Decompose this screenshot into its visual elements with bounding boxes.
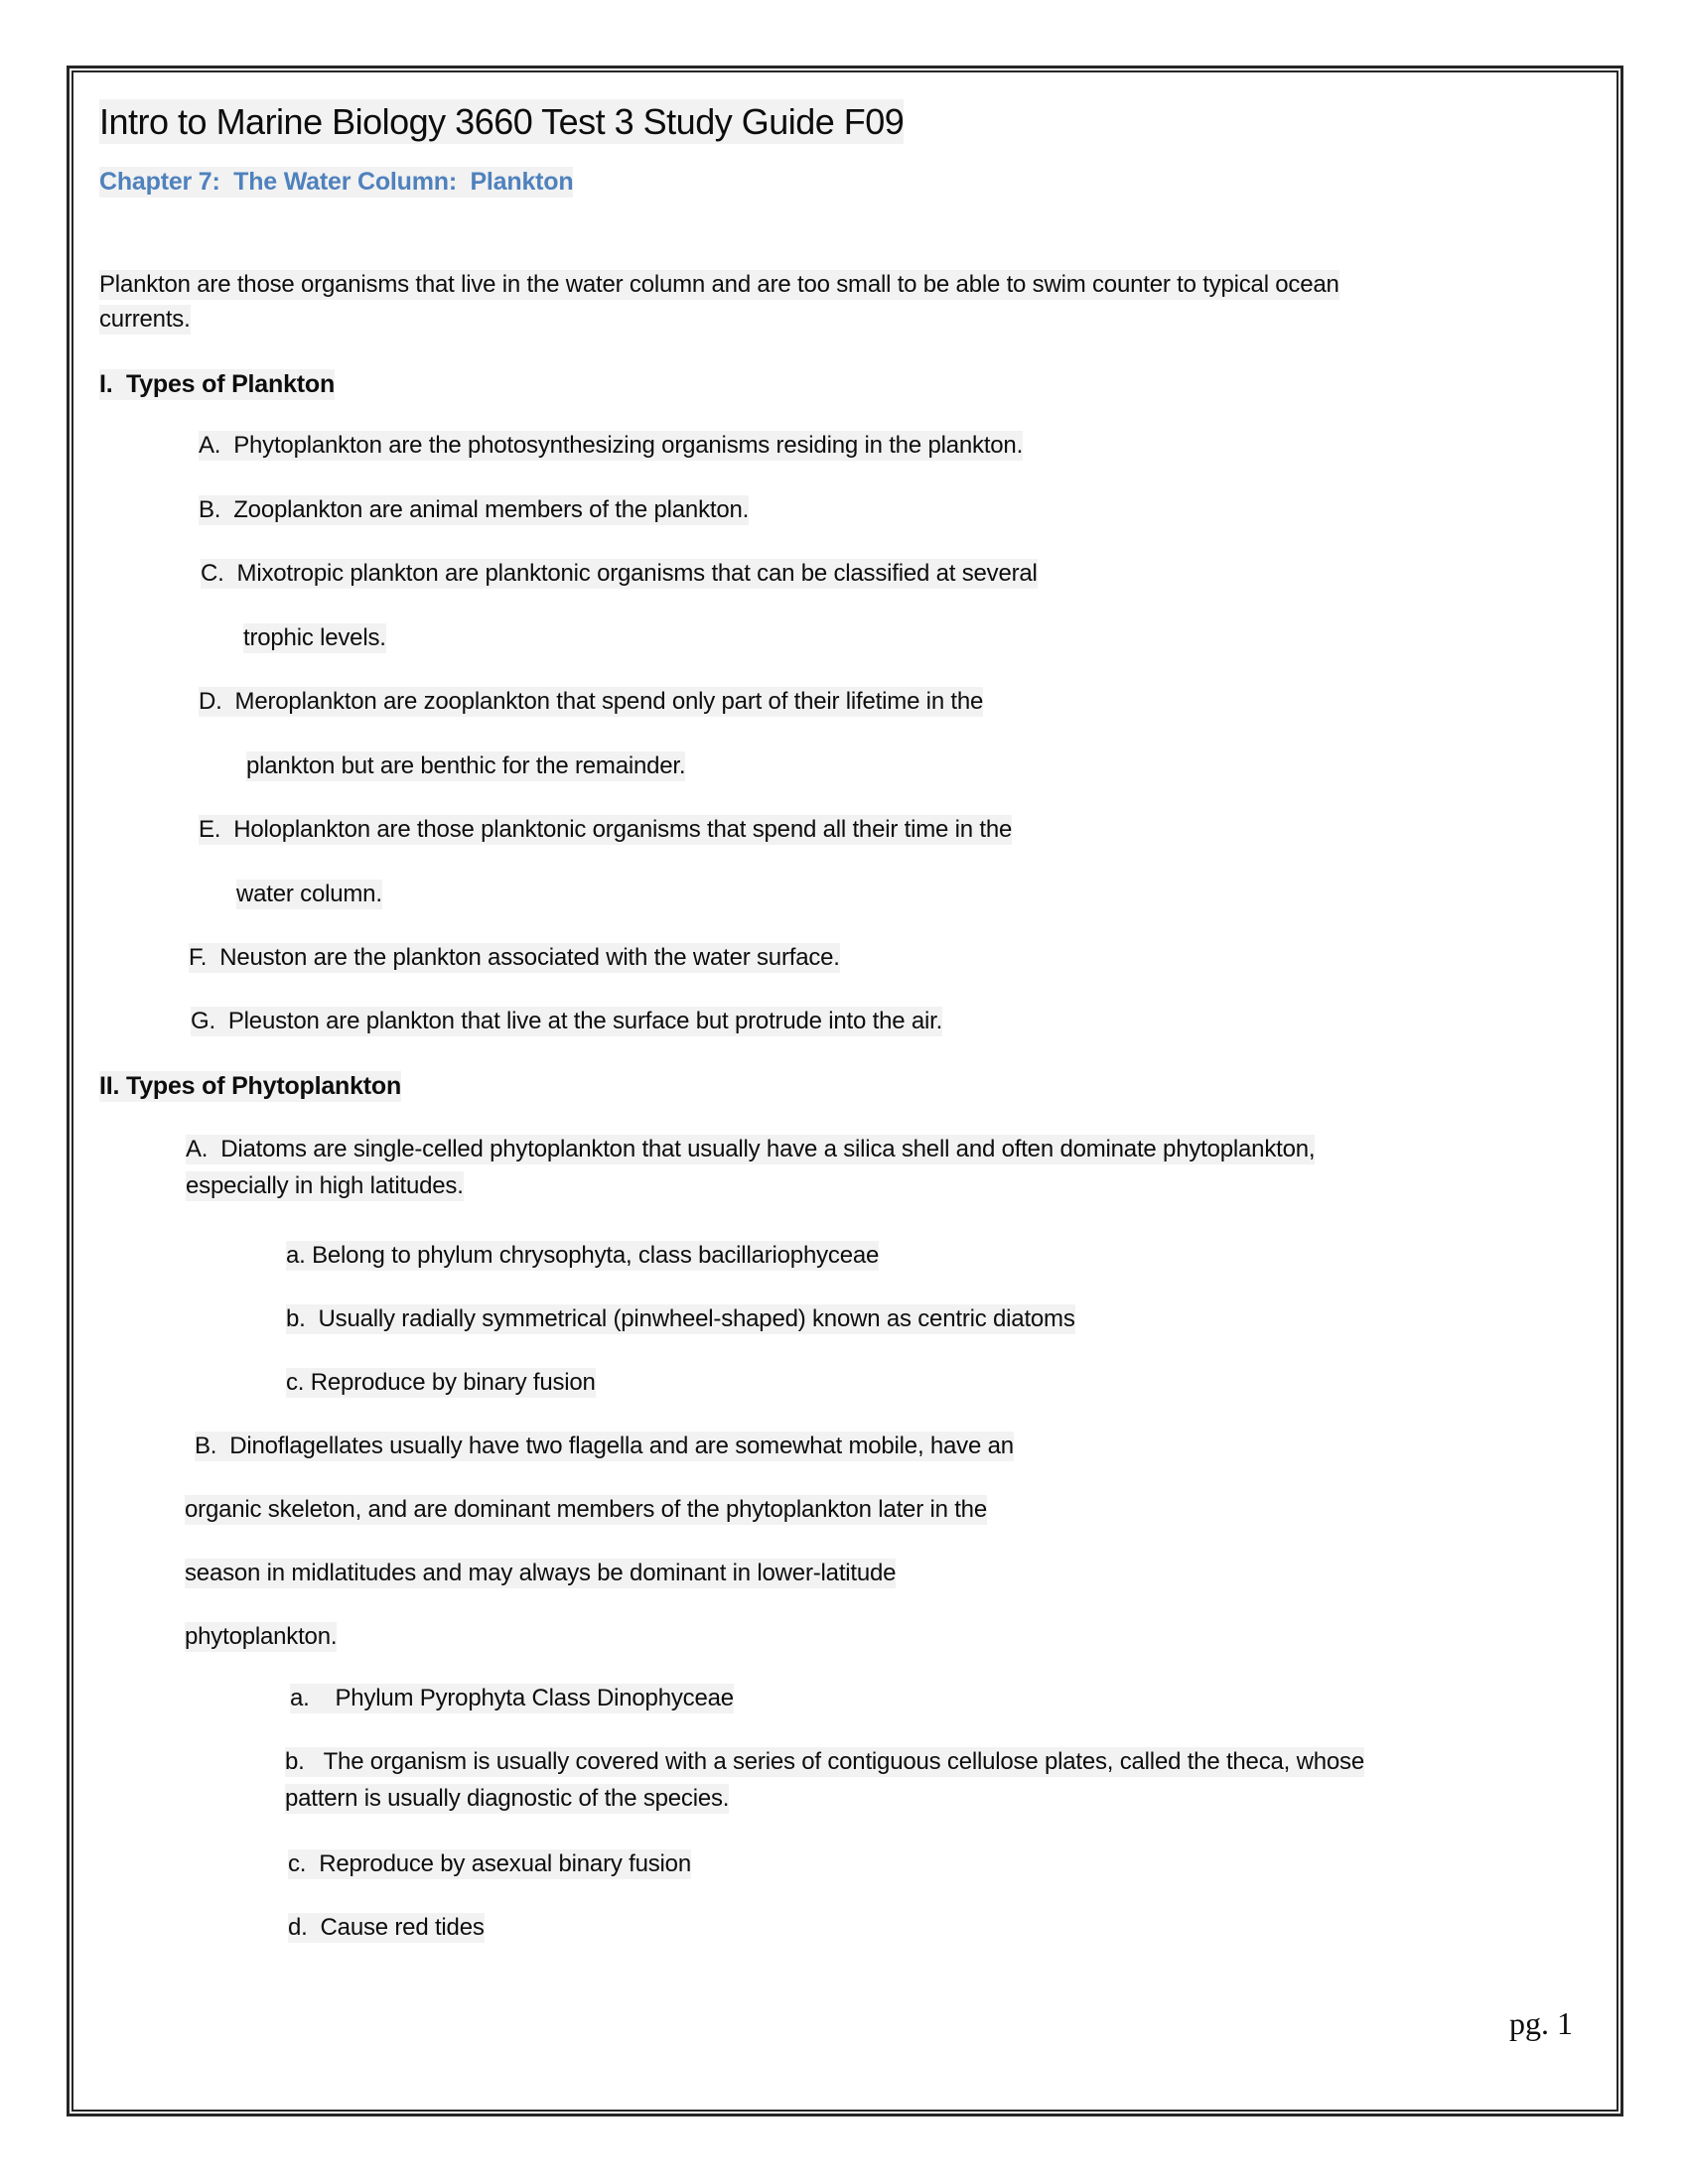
- item-A-diatoms-line-1: A. Diatoms are single-celled phytoplankton that usually have a silica shell and often dominate phytoplankton,: [186, 1136, 1316, 1162]
- item-C-mixotropic-line-1: C. Mixotropic plankton are planktonic organisms that can be classified at several: [201, 560, 1038, 587]
- item-G-pleuston: G. Pleuston are plankton that live at the surface but protrude into the air.: [191, 1008, 943, 1034]
- item-D-meroplankton-line-2: plankton but are benthic for the remainder.: [246, 752, 686, 779]
- intro-paragraph-line-1: Plankton are those organisms that live in the water column and are too small to be able to swim counter to typical ocean: [99, 271, 1339, 298]
- item-B-dinoflagellates-line-2: organic skeleton, and are dominant members of the phytoplankton later in the: [185, 1496, 987, 1523]
- study-guide-title: Intro to Marine Biology 3660 Test 3 Study Guide F09: [99, 101, 905, 142]
- subitem-c-binary-fusion: c. Reproduce by binary fusion: [286, 1369, 596, 1396]
- chapter-heading: Chapter 7: The Water Column: Plankton: [99, 167, 573, 198]
- item-E-holoplankton-line-1: E. Holoplankton are those planktonic organisms that spend all their time in the: [199, 816, 1013, 843]
- item-B-dinoflagellates-line-4: phytoplankton.: [185, 1623, 338, 1650]
- item-A-diatoms-line-2: especially in high latitudes.: [186, 1172, 464, 1199]
- page-number: pg. 1: [1509, 2005, 1573, 2041]
- subitem-c-asexual-binary-fusion: c. Reproduce by asexual binary fusion: [288, 1850, 691, 1877]
- item-C-mixotropic-line-2: trophic levels.: [243, 624, 386, 651]
- item-D-meroplankton-line-1: D. Meroplankton are zooplankton that spend only part of their lifetime in the: [199, 688, 984, 715]
- section-2-heading: II. Types of Phytoplankton: [99, 1071, 401, 1102]
- item-E-holoplankton-line-2: water column.: [236, 881, 382, 907]
- item-B-dinoflagellates-line-3: season in midlatitudes and may always be dominant in lower-latitude: [185, 1560, 897, 1586]
- intro-paragraph-line-2: currents.: [99, 306, 191, 333]
- subitem-b-theca-line-1: b. The organism is usually covered with a series of contiguous cellulose plates, called the theca, whose: [285, 1748, 1364, 1775]
- subitem-a-phylum-chrysophyta: a. Belong to phylum chrysophyta, class bacillariophyceae: [286, 1242, 880, 1269]
- subitem-b-theca-line-2: pattern is usually diagnostic of the species.: [285, 1785, 730, 1812]
- subitem-b-centric-diatoms: b. Usually radially symmetrical (pinwheel-shaped) known as centric diatoms: [286, 1305, 1075, 1332]
- section-1-heading: I. Types of Plankton: [99, 369, 335, 400]
- item-F-neuston: F. Neuston are the plankton associated with the water surface.: [189, 944, 840, 971]
- item-B-dinoflagellates-line-1: B. Dinoflagellates usually have two flagella and are somewhat mobile, have an: [195, 1433, 1014, 1459]
- subitem-a-phylum-pyrophyta: a. Phylum Pyrophyta Class Dinophyceae: [290, 1685, 734, 1711]
- item-A-phytoplankton: A. Phytoplankton are the photosynthesizing organisms residing in the plankton.: [199, 432, 1024, 459]
- item-B-zooplankton: B. Zooplankton are animal members of the plankton.: [199, 496, 750, 523]
- subitem-d-red-tides: d. Cause red tides: [288, 1914, 485, 1941]
